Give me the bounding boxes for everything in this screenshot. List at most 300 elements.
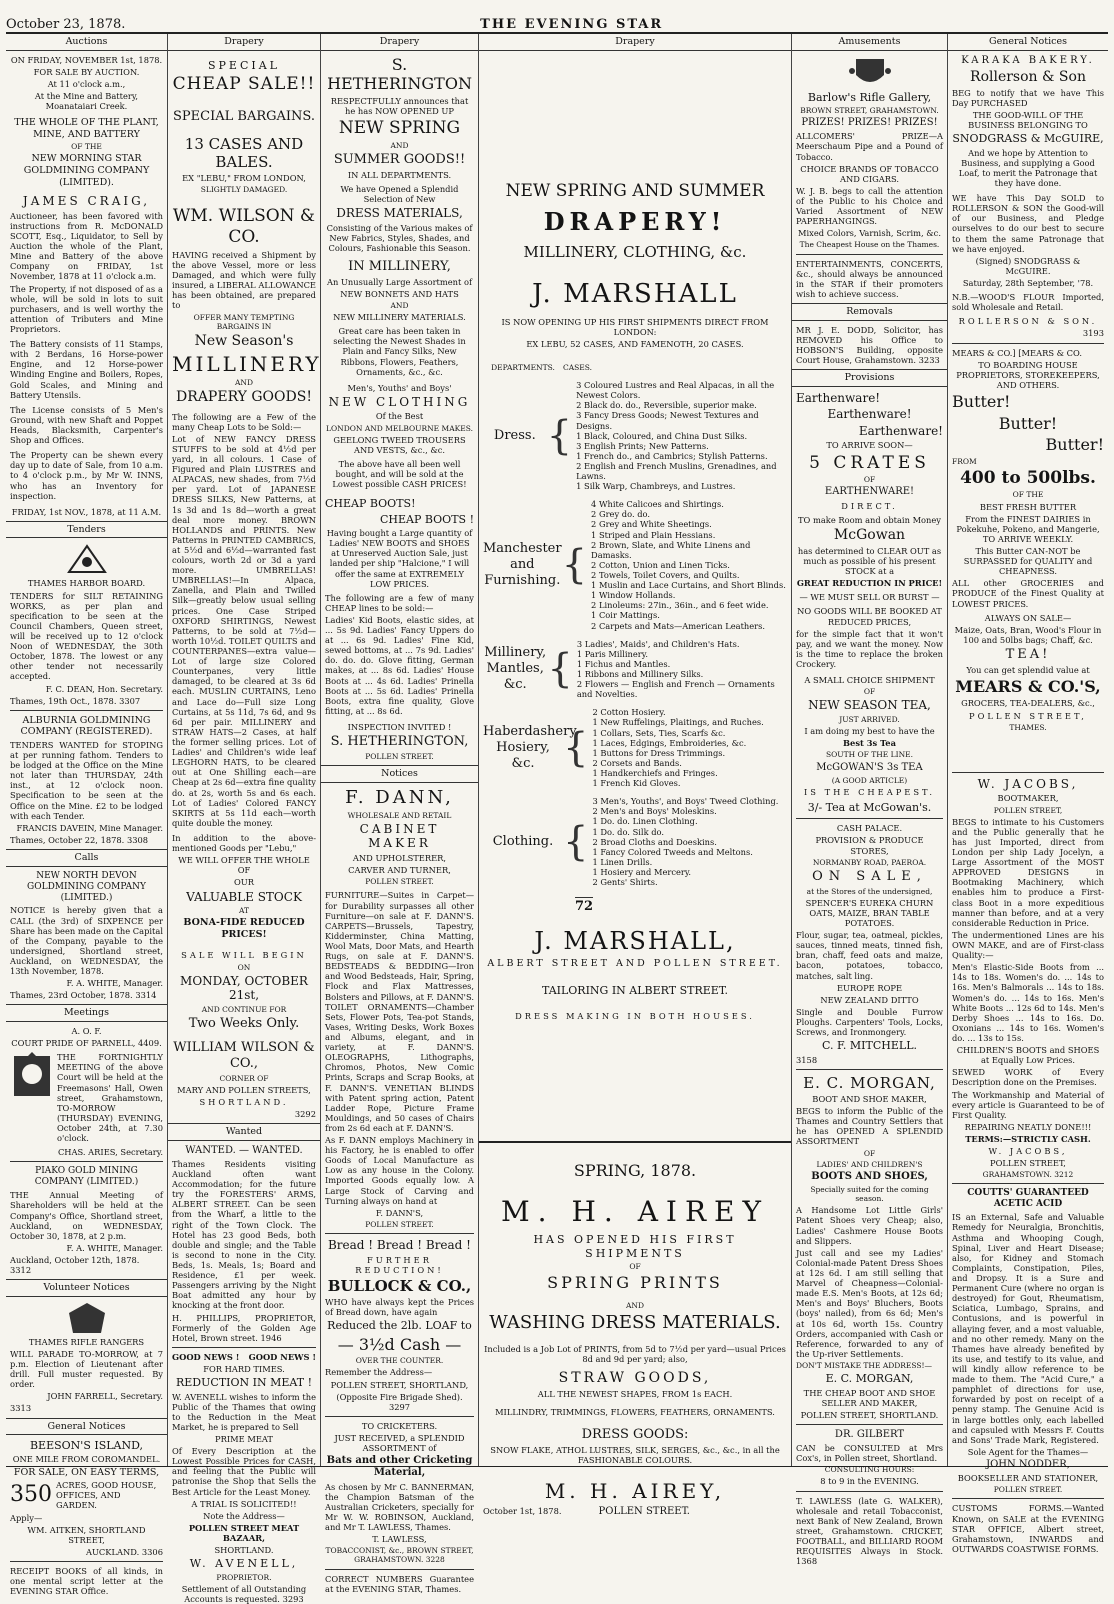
text: As chosen by Mr C. BANNERMAN, the Champion Batsman of the Australian Cricketers, specially for Mr W. W. ROBINSON, Auckland, and Mr T. LAWLESS, Thames.: [325, 1481, 474, 1533]
divider: [952, 343, 1104, 344]
text: DRESS GOODS:: [581, 1427, 689, 1443]
text: A TRIAL IS SOLICITED!!: [191, 1498, 297, 1509]
text: A Handsome Lot Little Girls' Patent Shoes very Cheap; also, Ladies' Cashmere House Boots and Slippers.: [796, 1205, 943, 1246]
department-line: 3 Men's, Youths', and Boys' Tweed Clothing.: [592, 796, 779, 807]
text: REDUCTION IN MEAT !: [176, 1376, 312, 1390]
text: ROLLERSON & SON.: [958, 316, 1098, 327]
text: Butter!: [952, 391, 1011, 411]
text: SUMMER GOODS!!: [333, 151, 466, 167]
text: CHEAP BOOTS !: [380, 512, 474, 526]
department-line: 1 French Kid Gloves.: [592, 778, 681, 789]
text: Auckland, October 12th, 1878. 3312: [10, 1254, 140, 1276]
department-line: 2 Broad Cloths and Doeskins.: [592, 836, 717, 847]
text: OUR: [233, 877, 255, 888]
department-name: Dress.: [493, 427, 536, 443]
department-name: Haberdashery, Hosiery, &c.: [483, 723, 580, 771]
text: BEESON'S ISLAND,: [29, 1439, 144, 1453]
text: From the FINEST DAIRIES in Pokekuhe, Pokeno, and Mangerie, TO ARRIVE WEEKLY.: [956, 513, 1100, 544]
coat-of-arms-icon: [848, 55, 892, 89]
text: WM. AITKEN, SHORTLAND STREET,: [27, 1524, 146, 1545]
text: PRIME MEAT: [215, 1433, 273, 1444]
text: THE FORTNIGHTLY MEETING of the above Court will be held at the Freemasons' Hall, Owen street, Grahamstown, TO-MORROW (THURSDAY) EVENING, October 24th, at 7.30 o'clock.: [57, 1052, 163, 1144]
firm-name: W. JACOBS,: [977, 776, 1079, 791]
text: SPRING, 1878.: [573, 1161, 697, 1181]
text: THE Annual Meeting of Shareholders will be held at the Company's Office, Shortland street, Auckland, on WEDNESDAY, October 30, 1878, at 2 p.m.: [10, 1190, 163, 1241]
text: H. PHILLIPS, PROPRIETOR, Formerly of the Golden Age Hotel, Brown street. 1946: [172, 1312, 316, 1343]
text: Men's Elastic-Side Boots from ... 14s to 18s. Women's do. ... 14s to 16s. Men's Balmorals ... 14s to 18s. Women's do. ... 14s to 16s. Men's White Boots ... 12s 6d to 14s. Men's Derby Shoes ... 14s to 16s. Do. Oxonians ... 14s to 16s. Women's do. ... 13s to 15s.: [952, 962, 1104, 1043]
text: POLLEN STREET,: [990, 1158, 1066, 1169]
text: THE GOOD-WILL OF THE BUSINESS BELONGING TO: [968, 110, 1088, 131]
text: POLLEN STREET, SHORTLAND.: [800, 1409, 939, 1420]
department-line: 1 Ribbons and Millinery Silks.: [576, 669, 704, 680]
text: THAMES RIFLE RANGERS: [28, 1336, 145, 1347]
text: 3158: [796, 1054, 818, 1065]
text: GROCERS, TEA-DEALERS, &c.,: [961, 698, 1095, 709]
text: TAILORING IN ALBERT STREET.: [541, 983, 729, 997]
text: OF: [863, 1148, 876, 1158]
text: STRAW GOODS,: [558, 1369, 712, 1386]
divider: [172, 1347, 316, 1348]
text: CHEAP BOOTS!: [325, 497, 416, 511]
divider: [325, 1416, 474, 1417]
text: At the Mine and Battery, Moanataiari Creek.: [34, 90, 139, 112]
department-line: 1 Buttons for Dress Trimmings.: [592, 747, 726, 758]
text: Of the Best: [375, 411, 424, 422]
text: INSPECTION INVITED !: [347, 722, 452, 733]
department-line: 2 Gents' Shirts.: [592, 877, 658, 888]
text: AND: [626, 1300, 644, 1310]
text: The Cheapest House on the Thames.: [799, 240, 940, 250]
text: I am doing my best to have the: [804, 726, 935, 737]
text: WHO have always kept the Prices of Bread down, have again: [325, 1297, 474, 1318]
divider: [796, 1424, 943, 1425]
text: GRAHAMSTOWN. 3212: [982, 1170, 1074, 1180]
section-header: General Notices: [948, 34, 1108, 51]
column-general-notices: [948, 34, 1108, 1554]
text: T. LAWLESS (late G. WALKER), wholesale and retail Tobacconist, next Bank of New Zealand, Brown street, Grahamstown. CRICKET, FOOTBALL, and BILLIARD ROOM REQUISITES Always in Stock. 1368: [796, 1495, 943, 1567]
department-row: [483, 499, 787, 630]
section-header: Drapery: [168, 34, 320, 51]
text: Thames, 19th Oct., 1878. 3307: [10, 695, 141, 706]
text: BOOT AND SHOE MAKER,: [812, 1094, 927, 1105]
text: Barlow's Rifle Gallery,: [807, 90, 932, 104]
text: Best 3s Tea: [843, 738, 896, 749]
text: BEGS to inform the Public of the Thames and Country Settlers that he has OPENED A SPLENDID ASSORTMENT: [796, 1106, 943, 1147]
text: NEW NORTH DEVON GOLDMINING COMPANY (LIMITED.): [27, 870, 146, 903]
text: THAMES HARBOR BOARD.: [27, 578, 146, 589]
firm-name: E. C. MORGAN,: [803, 1073, 936, 1092]
text: Ladies' Kid Boots, elastic sides, at ... 5s 9d. Ladies' Fancy Uppers do at ... 6s 9d. Ladies' Fine Kid, sewed bottoms, at ... 7s 9d. Ladies' do. do. do. Glove fitting, German makes, at ... 8s 6d. Ladies' House Boots at ... 4s 6d. Ladies' Prinella Boots at ... 5s 6d. Ladies' Prinella Boots, extra fine quality, Glove fitting, at ... 8s 6d.: [325, 614, 474, 716]
text: ENTERTAINMENTS, CONCERTS, &c., should always be announced in the STAR if their promoters wish to achieve success.: [796, 258, 943, 299]
text: AND UPHOLSTERER,: [352, 853, 447, 864]
text: The Workmanship and Material of every article is Guaranteed to be of First Quality.: [952, 1089, 1104, 1120]
text: SALE WILL BEGIN: [181, 950, 307, 961]
text: WASHING DRESS MATERIALS.: [489, 1311, 781, 1333]
text: OF: [629, 1261, 641, 1271]
divider: [952, 1498, 1104, 1499]
auctioneer-name: JAMES CRAIG,: [22, 194, 151, 209]
text: Just call and see my Ladies' Colonial-made Patent Dress Shoes at 12s 6d. I am still selling that Marvel of Cheapness—Colonial-made E.S. Men's Boots, at 12s 6d; Men's and Boys' Bluchers, Boots (boys' nailed), from 6s 6d; Men's at 10s 6d, worth 15s. Country Orders, accompanied with Cash or Reference, forwarded to any of the Up-river Settlements.: [796, 1247, 943, 1359]
text: JOHN NODDER,: [986, 1459, 1070, 1470]
text: AND: [390, 140, 409, 150]
text: Single and Double Furrow Ploughs. Carpenters' Tools, Locks, Screws, and Ironmongery.: [796, 1006, 943, 1038]
text: The following are a Few of the many Cheap Lots to be Sold:—: [172, 411, 316, 432]
text: Note the Address—: [203, 1510, 285, 1521]
text: The undermentioned Lines are his OWN MAKE, and are of First-class Quality:—: [952, 929, 1104, 961]
text: Consisting of the Various makes of New Fabrics, Styles, Shades, and Colours, Fashionable this Season.: [326, 222, 473, 253]
text: FOR HARD TIMES.: [203, 1364, 285, 1374]
text: New Season's: [194, 332, 294, 349]
text: OF THE: [1012, 490, 1044, 500]
text: GREAT REDUCTION IN PRICE!: [796, 578, 943, 589]
divider: [952, 1183, 1104, 1184]
auction-date: ON FRIDAY, NOVEMBER 1st, 1878.: [10, 54, 163, 65]
text: RESPECTFULLY announces that he has NOW OPENED UP: [330, 95, 469, 116]
divider: [10, 1161, 163, 1162]
text: Included is a Job Lot of PRINTS, from 5d to 7½d per yard—usual Prices 8d and 9d per yard; also,: [484, 1343, 786, 1364]
department-line: 1 French do., and Cambrics; Stylish Patterns.: [576, 450, 768, 461]
text: COUTTS' GUARANTEED ACETIC ACID: [967, 1188, 1089, 1210]
department-row: [483, 380, 787, 491]
department-line: 1 Do. do. Linen Clothing.: [592, 816, 698, 827]
department-line: 2 Grey and White Sheetings.: [591, 519, 712, 530]
text: In addition to the above-mentioned Goods per "Lebu,": [172, 833, 316, 854]
department-line: 2 Brown, Slate, and White Linens and Damasks.: [591, 539, 751, 560]
department-line: 1 Collars, Sets, Ties, Scarfs &c.: [592, 727, 726, 738]
text: POLLEN STREET MEAT BAZAAR,: [188, 1522, 300, 1543]
text: NEW ZEALAND DITTO: [820, 994, 919, 1005]
emblem-icon: [65, 542, 109, 576]
divider: [10, 1561, 163, 1562]
text: Great care has been taken in selecting the Newest Shades in Plain and Fancy Silks, New Ribbons, Flowers, Feathers, Ornaments, &c., &c.: [333, 326, 466, 377]
text: NEW SPRING: [338, 117, 461, 138]
text: CHILDREN'S BOOTS and SHOES at Equally Low Prices.: [956, 1045, 1100, 1066]
divider: [479, 1141, 791, 1143]
text: C. F. MITCHELL.: [821, 1039, 918, 1053]
department-line: 2 Corsets and Bands.: [592, 757, 682, 768]
text: TENDERS WANTED for STOPING at per running fathom. Tenders to be lodged at the Office on the Mine not later than THURSDAY, 24th inst., at 12 o'clock noon. Specification to be seen at the Office on the Mine. £2 to be lodged with each Tender.: [10, 739, 163, 821]
firm-name: WM. WILSON & CO.: [172, 206, 316, 248]
text: SPRING PRINTS: [547, 1273, 723, 1293]
section-header: Volunteer Notices: [6, 1279, 167, 1297]
department-line: 1 Striped and Plain Hessians.: [591, 529, 716, 540]
text: 400 to 500lbs.: [960, 467, 1096, 488]
section-header: Calls: [6, 849, 167, 867]
department-line: 2 Linoleums: 27in., 36in., and 6 feet wide.: [591, 600, 769, 611]
text: LADIES' AND CHILDREN'S: [816, 1159, 923, 1169]
text: BEG to notify that we have This Day PURCHASED: [952, 87, 1104, 108]
divider: [325, 1233, 474, 1234]
text: VALUABLE STOCK: [186, 889, 302, 904]
text: GEELONG TWEED TROUSERS AND VESTS, &c., &c.: [333, 434, 466, 455]
department-line: 3 Fancy Dress Goods; Newest Textures and Designs.: [576, 410, 759, 431]
text: MILLINDRY, TRIMMINGS, FLOWERS, FEATHERS, ORNAMENTS.: [495, 1407, 775, 1418]
text: W. J. B. begs to call the attention of the Public to his Choice and Varied Assortment of NEW PAPERHANGINGS.: [796, 185, 943, 227]
text: Thames, October 22, 1878. 3308: [10, 834, 149, 845]
text: TOBACCONIST, &c., BROWN STREET, GRAHAMSTOWN. 3228: [325, 1546, 474, 1565]
text: 13 CASES AND BALES.: [184, 134, 304, 171]
text: Flour, sugar, tea, oatmeal, pickles, sauces, tinned meats, tinned fish, bran, chaff, feed oats and maize, bacon, potatoes, tobacco, matches, salt ling.: [796, 930, 943, 981]
text: GOOD NEWS !: [172, 1351, 240, 1362]
department-line: 1 Fancy Colored Tweeds and Meltons.: [592, 846, 753, 857]
brace-icon: {: [563, 818, 589, 865]
text: CORNER OF: [219, 1073, 269, 1083]
text: SLIGHTLY DAMAGED.: [200, 185, 288, 195]
department-line: 4 White Calicoes and Shirtings.: [591, 499, 724, 510]
text: TEA!: [1005, 646, 1051, 662]
text: CONSULTING HOURS:: [824, 1465, 915, 1475]
firm-name: M. H. AIREY: [501, 1194, 769, 1228]
text: THAMES.: [1009, 722, 1047, 732]
text: BROWN STREET, GRAHAMSTOWN.: [800, 105, 939, 115]
divider: [796, 254, 943, 255]
text: DRAPERY GOODS!: [176, 389, 312, 406]
brace-icon: {: [561, 541, 588, 588]
text: HAVING received a Shipment by the above Vessel, more or less Damaged, and which were fully insured, a LIBERAL ALLOWANCE has been obtained, are prepared to: [172, 249, 316, 311]
department-line: 1 Silk Warp, Chambreys, and Lustres.: [576, 481, 736, 492]
department-line: 2 Men's and Boys' Moleskins.: [592, 806, 717, 817]
department-line: 2 Carpets and Mats—American Leathers.: [591, 620, 766, 631]
section-header: Notices: [321, 765, 478, 783]
text: POLLEN STREET.: [365, 1219, 434, 1229]
department-line: 1 Laces, Edgings, Embroideries, &c.: [592, 737, 747, 748]
text: AT: [238, 906, 249, 916]
department-lines: [591, 499, 787, 630]
text: KARAKA BAKERY.: [961, 54, 1095, 66]
section-header: Meetings: [6, 1004, 167, 1022]
text: MONDAY, OCTOBER 21st,: [180, 973, 308, 1003]
text: Settlement of all Outstanding Accounts is requested. 3293: [181, 1583, 307, 1604]
text: S. HETHERINGTON,: [330, 734, 469, 750]
text: FROM: [952, 456, 977, 466]
text: THE WHOLE OF THE PLANT, MINE, AND BATTERY: [14, 117, 159, 140]
text: OF THE: [71, 142, 102, 152]
text: SPECIAL: [208, 58, 280, 72]
divider: [796, 818, 943, 819]
text: POLLEN STREET.: [365, 752, 434, 761]
text: POLLEN STREET,: [993, 805, 1063, 815]
text: JUST RECEIVED, a SPLENDID ASSORTMENT of: [334, 1433, 465, 1454]
text: Men's, Youths' and Boys': [347, 382, 452, 393]
section-header: Removals: [792, 303, 947, 321]
column-drapery-hetherington: [321, 34, 479, 1594]
acreage-number: 350: [10, 1481, 52, 1507]
department-lines: [576, 380, 787, 491]
text: (Signed) SNODGRASS & McGUIRE.: [975, 255, 1081, 276]
text: As F. DANN employs Machinery in his Factory, he is enabled to offer Goods of Local Manufacture as Low as any house in the Colony. Imported Goods equally low. A Large Stock of Carving and Turning always on hand at: [325, 1135, 474, 1206]
text: TO BOARDING HOUSE PROPRIETORS, STOREKEEPERS, AND OTHERS.: [956, 359, 1100, 390]
text: McGOWAN'S 3s TEA: [816, 761, 923, 773]
good-news-row: [172, 1352, 316, 1362]
text: ONE MILE FROM COROMANDEL.: [12, 1454, 161, 1465]
department-line: 1 Handkerchiefs and Fringes.: [592, 768, 718, 778]
text: FURNITURE—Suites in Carpet—for Durability surpasses all other Furniture—on sale at F. DANN'S. CARPETS—Brussels, Tapestry, Kidderminster, China Matting, Wool Mats, Door Mats, and Hearth Rugs, on sale at F. DANN'S. BEDSTEADS & BEDDING—Iron and Wood Bedsteads, Hair, Spring, Flock and Flax Mattresses, Bolsters and Pillows, at F. DANN'S. TOILET ORNAMENTS—Chamber Sets, Flower Pots, Tea-pot Stands, Vases, Writing Desks, Work Boxes and Albums, elegant, and in variety, at F. DANN'S. OLEOGRAPHS, Lithographs, Chromos, Photos, New Comic Prints, Scraps and Scrap Books, at F. DANN'S. VENETIAN BLINDS with Patent spring action, Patent Ladder Rope, Picture Frame Mouldings, and 50 cases of Chairs from 2s 6d each at F. DANN'S.: [325, 890, 474, 1133]
text: We have Opened a Splendid Selection of New: [340, 183, 459, 204]
text: WE have This Day SOLD to ROLLERSON & SON the Good-will of our Business, and Pledge ourselves to do our best to secure to them the same Patronage that we have enjoyed.: [952, 193, 1104, 254]
text: Bread ! Bread ! Bread !: [327, 1238, 471, 1253]
firm-name: MEARS & CO.'S,: [955, 676, 1101, 696]
firm-name: J. MARSHALL,: [534, 927, 736, 956]
text: 3313: [10, 1403, 32, 1414]
text: WE WILL OFFER THE WHOLE OF: [178, 855, 310, 876]
department-line: 2 Cotton Hosiery.: [592, 707, 666, 718]
text: IS THE CHEAPEST.: [804, 786, 935, 797]
text: 3193: [1082, 328, 1104, 339]
text: Apply—: [10, 1512, 43, 1523]
section-header: Drapery: [479, 34, 791, 51]
department-line: 1 Do. do. Silk do.: [592, 826, 665, 837]
column-auctions: [6, 34, 168, 1597]
text: SOUTH OF THE LINE.: [825, 750, 914, 760]
text: FURTHER REDUCTION!: [355, 1254, 444, 1275]
firm-name: McGowan: [833, 526, 906, 543]
text: SNOW FLAKE, ATHOL LUSTRES, SILK, SERGES, &c., &c., in all the FASHIONABLE COLOURS.: [490, 1445, 780, 1466]
text: CORRECT NUMBERS Guarantee at the EVENING STAR, Thames.: [325, 1573, 474, 1594]
department-line: 2 Black do. do., Reversible, superior make.: [576, 400, 757, 411]
text: POLLEN STREET, SHORTLAND,: [330, 1379, 469, 1390]
text: WHOLESALE AND RETAIL: [347, 810, 452, 820]
masthead-title: THE EVENING STAR: [480, 17, 664, 32]
section-header: Tenders: [6, 521, 167, 539]
divider: [796, 1491, 943, 1492]
text: Having bought a Large quantity of Ladies' NEW BOOTS and SHOES at Unreserved Auction Sale, just landed per ship "Halcione," I will offer the same at EXTREMELY LOW PRICES.: [326, 528, 473, 589]
divider: [796, 1069, 943, 1070]
text: PROPRIETOR.: [216, 1572, 272, 1582]
divider: [952, 772, 1104, 773]
masthead-date: October 23, 1878.: [6, 17, 126, 32]
text: SNODGRASS & McGUIRE,: [952, 132, 1104, 146]
text: BEGS to intimate to his Customers and the Public generally that he has just Imported, direct from London per ship Lady Jocelyn, a Large Assortment of the MOST APPROVED DESIGNS in Bootmaking Machinery, which enables him to produce a First-class Boot in a more expeditious manner than before, and at a very considerable Reduction in Price.: [952, 816, 1104, 928]
divider: [325, 1569, 474, 1570]
section-header: General Notices: [6, 1418, 167, 1436]
lodge-emblem-icon: [10, 1050, 54, 1145]
text: CABINET MAKER: [359, 821, 440, 851]
meeting-block: [10, 1050, 163, 1145]
text: An Unusually Large Assortment of: [326, 276, 473, 287]
text: DRESS MAKING IN BOTH HOUSES.: [515, 1011, 755, 1022]
text: Earthenware!: [827, 407, 912, 422]
firm-name: S. HETHERINGTON: [327, 54, 472, 94]
text: NO GOODS WILL BE BOOKED AT REDUCED PRICES,: [797, 606, 942, 627]
text: HAS OPENED HIS FIRST SHIPMENTS: [533, 1233, 737, 1260]
firm-name: F. DANN,: [345, 786, 454, 808]
text: REPAIRING NEATLY DONE!!!: [964, 1121, 1092, 1132]
text: NOTICE is hereby given that a CALL (the 3rd) of SIXPENCE per Share has been made on the Capital of the Company, payable to the undersigned, Shortland street, Auckland, on WEDNESDAY, the 13th November, 1878.: [10, 905, 163, 977]
text: CUSTOMS FORMS.—Wanted Known, on SALE at the EVENING STAR OFFICE, Albert street, Grahamstown, INWARDS and OUTWARDS COASTWISE FORMS.: [952, 1503, 1104, 1554]
masthead: [6, 6, 1108, 34]
text: Two Weeks Only.: [188, 1016, 300, 1032]
department-line: 3 English Prints; New Patterns.: [576, 440, 709, 451]
text: The above have all been well bought, and will be sold at the Lowest possible CASH PRICES!: [332, 458, 467, 490]
firm-name: BULLOCK & CO.,: [327, 1276, 472, 1295]
text: October 1st, 1878.: [483, 1505, 562, 1516]
text: Maize, Oats, Bran, Wood's Flour in 100 and 50lbs bags; Chaff, &c.: [954, 624, 1102, 645]
section-header: Drapery: [321, 34, 478, 51]
text: Specially suited for the coming season.: [810, 1185, 929, 1204]
text: EX LEBU, 52 CASES, AND FAMENOTH, 20 CASES.: [526, 338, 744, 349]
department-line: 2 Grey do. do.: [591, 509, 651, 520]
text: (A GOOD ARTICLE): [831, 775, 908, 785]
department-row: [483, 639, 787, 700]
text: MR J. E. DODD, Solicitor, has REMOVED his Office to HOBSON'S Building, opposite Court House, Grahamstown. 3233: [796, 324, 943, 365]
text: W. AVENELL wishes to inform the Public of the Thames that owing to the Reduction in the Meat Market, he is prepared to Sell: [172, 1391, 316, 1432]
text: PROVISION & PRODUCE STORES,: [815, 835, 924, 856]
section-header: Wanted: [168, 1123, 320, 1141]
text: SEWED WORK of Every Description done on the Premises.: [952, 1067, 1104, 1088]
text: PIAKO GOLD MINING COMPANY (LIMITED.): [34, 1166, 139, 1188]
text: MEARS & CO.] [MEARS & CO.: [952, 347, 1082, 358]
text: 8 to 9 in the EVENING.: [820, 1476, 919, 1487]
text: NEW BONNETS AND HATS: [340, 288, 459, 299]
columns: [6, 34, 1108, 1604]
text: — 3½d Cash —: [337, 1334, 462, 1354]
text: ALLCOMERS' PRIZE—A Meerschaum Pipe and a Pound of Tobacco.: [796, 131, 943, 162]
text: Earthenware!: [796, 390, 881, 405]
text: ACRES, GOOD HOUSE, OFFICES, AND GARDEN.: [56, 1480, 157, 1511]
department-line: 2 English and French Muslins, Grenadines, and Lawns.: [576, 460, 777, 482]
department-lines: [592, 796, 778, 887]
text: CARVER AND TURNER,: [348, 865, 451, 876]
text: ON SALE,: [812, 868, 927, 884]
total-cases: 72: [575, 899, 594, 915]
text: The Property, if not disposed of as a whole, will be sold in lots to suit purchasers, and is well worthy the attention of Tributers and Mine Proprietors.: [10, 283, 163, 334]
text: — WE MUST SELL OR BURST —: [799, 592, 940, 603]
department-row: [483, 796, 787, 887]
text: TERMS:—STRICTLY CASH.: [965, 1133, 1091, 1144]
department-list: [483, 380, 787, 887]
text: DON'T MISTAKE THE ADDRESS!—: [796, 1360, 933, 1370]
text: W. AVENELL,: [189, 1557, 299, 1571]
text: TO make Room and obtain Money: [798, 514, 941, 525]
firm-name: J. MARSHALL: [532, 278, 738, 309]
text: OFFER MANY TEMPTING BARGAINS IN: [193, 312, 295, 331]
text: for the simple fact that it won't pay, and we want the money. Now is the time to replace the broken Crockery.: [796, 628, 943, 670]
department-line: 3 Ladies', Maids', and Children's Hats.: [576, 638, 740, 649]
text: BONA-FIDE REDUCED PRICES!: [183, 917, 305, 940]
department-line: 1 Linen Drills.: [592, 856, 653, 867]
text: ALBURNIA GOLDMINING COMPANY (REGISTERED).: [20, 714, 153, 738]
column-drapery-marshall: [479, 34, 792, 1517]
text: A. O. F.: [71, 1026, 102, 1037]
text: IS an External, Safe and Valuable Remedy for Neuralgia, Bronchitis, Asthma and Whooping Cough, Spinal, Liver and Heart Disease; also, for Kidney and Stomach Complaints, Constipation, Piles, and Dropsy. It is a Sure and Permanent Cure (where no organ is destroyed) for Gout, Rheumatism, Sciatica, Lumbago, Sprains, and Contusions, and is powerful in allaying fever, and a most valuable, and no other remedy. Many on the Thames have already benefited by its use, and testify to its value, and will kindly allow reference to be made to them. The "Acid Cure," a pamphlet of directions for use, forwarded by post on receipt of a penny stamp. The Genuine Acid is in large bottles only, each labelled and capsuled with Messrs F. Coutts and Sons' Trade Mark, Registered.: [952, 1212, 1104, 1445]
crest-icon: [65, 1301, 109, 1335]
text: Of Every Description at the Lowest Possible Prices for CASH, and feeling that the Public will patronise the Shop that Sells the Best Article for the Least Money.: [172, 1446, 316, 1497]
text: FRANCIS DAVEIN, Mine Manager.: [16, 822, 163, 833]
text: And we hope by Attention to Business, and supplying a Good Loaf, to merit the Patronage that they have done.: [958, 147, 1098, 189]
text: IS NOW OPENING UP HIS FIRST SHIPMENTS DIRECT FROM LONDON:: [501, 316, 769, 337]
text: 3/- Tea at McGowan's.: [807, 800, 932, 814]
department-line: 3 Coloured Lustres and Real Alpacas, in all the Newest Colors.: [576, 380, 775, 401]
text: The Property can be shewn every day up to date of Sale, from 10 a.m. to 4 o'clock p.m., by Mr W. INNS, who has an Inventory for inspection.: [10, 450, 163, 501]
text: NEW CLOTHING: [328, 394, 471, 409]
text: FOR SALE BY AUCTION.: [33, 66, 140, 77]
text: Auctioneer, has been favored with instructions from R. McDONALD SCOTT, Esq., Liquidator, to Sell by Auction the whole of the Plant, Mine and Battery of the above Company on FRIDAY, 1st November, 1878 at 11 o'clock a.m.: [10, 210, 163, 282]
text: JUST ARRIVED.: [839, 715, 900, 724]
text: Reduced the 2lb. LOAF to: [327, 1319, 472, 1333]
text: MILLINERY, CLOTHING, &c.: [523, 242, 747, 261]
text: PRIZES! PRIZES! PRIZES!: [801, 117, 938, 129]
text: AND: [390, 300, 409, 310]
spacer: [727, 1506, 787, 1518]
text: You can get splendid value at: [966, 664, 1090, 675]
text: NEW SPRING AND SUMMER: [505, 180, 765, 201]
text: TO CRICKETERS.: [361, 1420, 438, 1431]
text: FRIDAY, 1st NOV., 1878, at 11 A.M.: [11, 506, 162, 517]
text: At 11 o'clock a.m.,: [47, 78, 126, 89]
text: SHORTLAND.: [214, 1545, 274, 1556]
text: F. A. WHITE, Manager.: [66, 978, 163, 989]
department-line: 2 Towels, Toilet Covers, and Quilts.: [591, 570, 740, 581]
